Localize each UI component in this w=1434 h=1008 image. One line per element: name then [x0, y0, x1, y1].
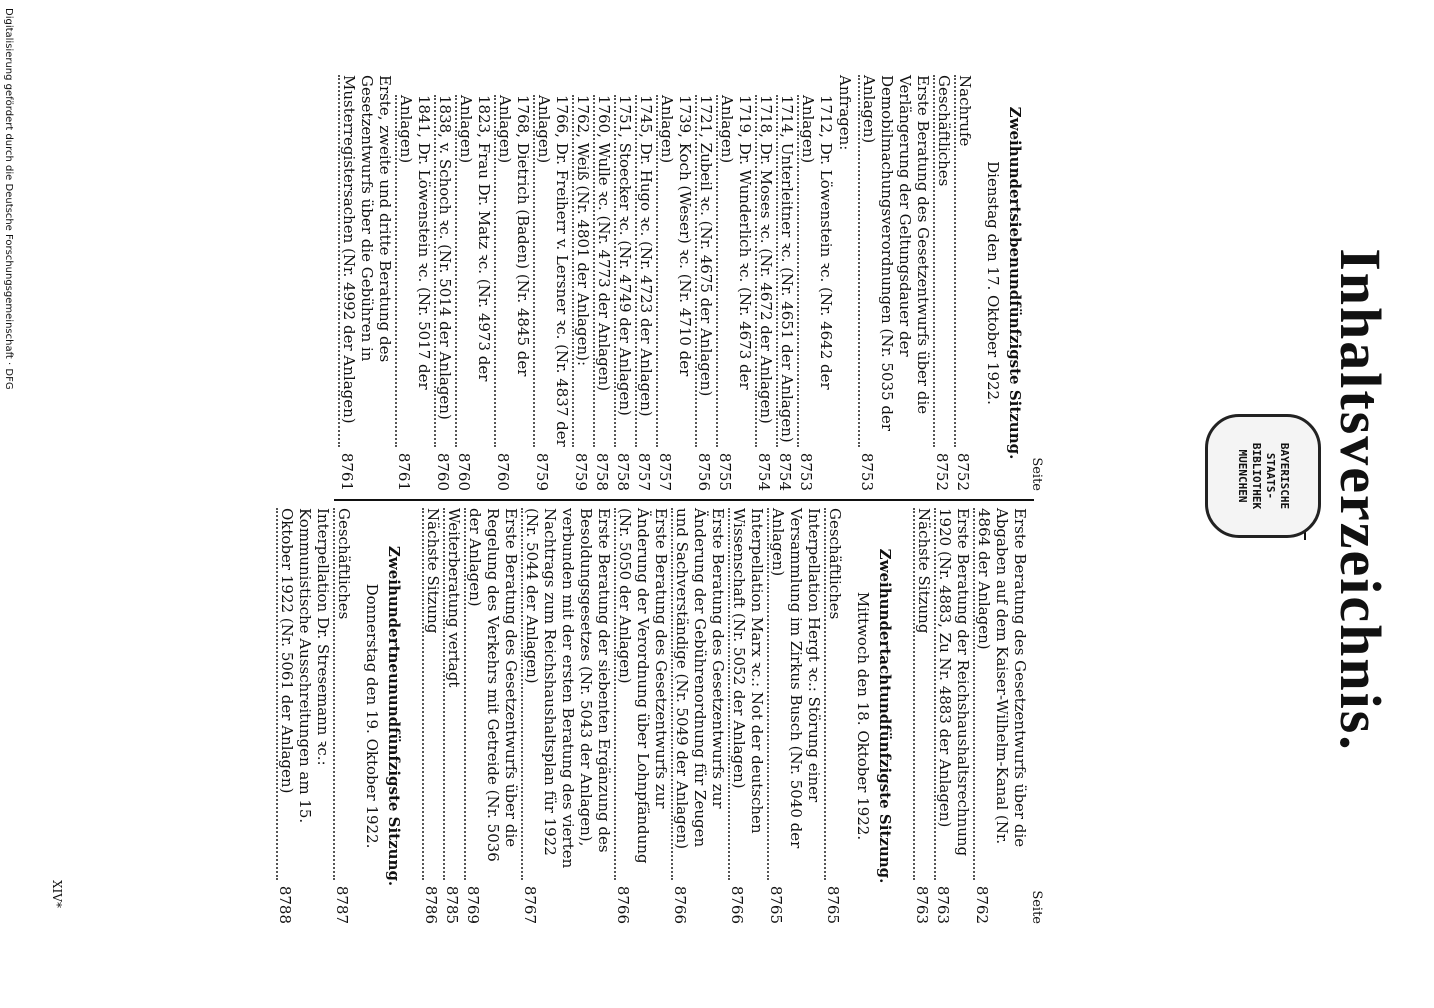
toc-entry — [614, 508, 670, 924]
toc-entry — [434, 75, 454, 491]
toc-entry — [635, 75, 655, 491]
toc-entry — [656, 75, 694, 491]
toc-entry — [338, 75, 394, 491]
toc-entry-text: 1762, Weiß (Nr. 4801 der Anlagen): — [574, 95, 592, 367]
toc-entry — [422, 508, 442, 924]
digitization-credit: Digitalisierung gefördert durch die Deutsche Forschungsgemeinschaft · DFG — [3, 8, 14, 390]
toc-entry — [593, 75, 613, 491]
toc-entry-page: 8787 — [333, 885, 351, 924]
toc-entry-page: 8760 — [434, 452, 452, 491]
toc-entry-page: 8759 — [533, 452, 551, 491]
toc-entry-page: 8758 — [614, 452, 632, 491]
toc-entry — [671, 508, 727, 924]
toc-entry-page: 8767 — [521, 885, 539, 924]
toc-entry-page: 8755 — [716, 452, 734, 491]
toc-entry-page: 8766 — [671, 885, 689, 924]
entry-list — [276, 508, 353, 924]
toc-entry-text: Nachrufe — [956, 75, 974, 147]
toc-entry-text: Interpellation Marx ꝛc.: Not der deutschen Wissenschaft (Nr. 5052 der Anlagen) — [730, 508, 766, 834]
toc-entry-page: 8769 — [464, 885, 482, 924]
toc-entry-text: Geschäftliches — [335, 508, 353, 620]
toc-entry — [572, 75, 592, 491]
toc-entry-page: 8758 — [593, 452, 611, 491]
session-header: Zweihundertsiebenundfünfzigste Sitzung. — [1006, 106, 1024, 460]
toc-entry-text: 1766, Dr. Freiherr v. Lersner ꝛc. (Nr. 4837 der Anlagen) — [535, 95, 571, 447]
toc-entry — [464, 508, 520, 924]
toc-entry-page: 8786 — [422, 885, 440, 924]
anfragen-label: Anfragen: — [836, 75, 854, 151]
toc-entry-text: Erste Beratung des Gesetzentwurfs zur Änderung der Verordnung über Lohnpfändung (Nr. 5050 der Anlagen) — [616, 508, 670, 864]
entry-list — [338, 75, 394, 491]
toc-entry — [858, 75, 932, 491]
session-header: Zweihundertachtundfünfzigste Sitzung. — [876, 548, 894, 884]
toc-entry-page: 8765 — [824, 885, 842, 924]
toc-entry — [824, 508, 844, 924]
toc-entry — [755, 75, 775, 491]
toc-entry-text: Weiterberatung vertagt — [445, 508, 463, 688]
toc-entry — [728, 508, 766, 924]
right-column — [275, 508, 1044, 924]
toc-entry — [333, 508, 353, 924]
toc-entry-text: 1760, Wulle ꝛc. (Nr. 4773 der Anlagen) — [595, 95, 613, 392]
toc-entry — [973, 508, 1029, 924]
toc-entry-text: Geschäftliches — [935, 75, 953, 187]
toc-entry — [533, 75, 571, 491]
toc-entry-text: 1751, Stoecker ꝛc. (Nr. 4749 der Anlagen) — [616, 95, 634, 416]
toc-entry — [933, 75, 953, 491]
toc-entry — [521, 508, 613, 924]
session-date: Dienstag den 17. Oktober 1922. — [984, 161, 1002, 405]
toc-entry-page: 8761 — [338, 452, 356, 491]
toc-entry-text: Nächste Sitzung — [424, 508, 442, 634]
toc-entry-text: 1714, Unterleitner ꝛc. (Nr. 4651 der Anlagen) — [778, 95, 796, 443]
toc-entry-text: Erste, zweite und dritte Beratung des Gesetzentwurfs über die Gebühren in Musterregistersachen (Nr. 4992 der Anlagen) — [340, 75, 394, 424]
toc-entry — [614, 75, 634, 491]
toc-entry — [276, 508, 332, 924]
toc-entry — [494, 75, 532, 491]
entry-list — [913, 508, 1029, 924]
toc-entry-page: 8765 — [767, 885, 785, 924]
toc-entry-text: Erste Beratung des Gesetzentwurfs über die Abgaben auf dem Kaiser-Wilhelm-Kanal (Nr. 4864 der Anlagen) — [975, 508, 1029, 848]
session-header: Zweihundertneunundfünfzigste Sitzung. — [385, 545, 403, 887]
toc-entry-page: 8757 — [656, 452, 674, 491]
toc-entry — [934, 508, 972, 924]
entry-list — [422, 508, 844, 924]
entry-list — [858, 75, 974, 491]
toc-entry — [797, 75, 835, 491]
toc-entry-page: 8760 — [455, 452, 473, 491]
toc-entry — [695, 75, 715, 491]
library-stamp: BAYERISCHE STAATS- BIBLIOTHEK MUENCHEN — [1205, 414, 1321, 538]
toc-entry — [913, 508, 933, 924]
toc-entry-text: 1838, v. Schoch ꝛc. (Nr. 5014 der Anlagen) — [436, 95, 454, 420]
toc-entry-text: 1823, Frau Dr. Matz ꝛc. (Nr. 4973 der Anlagen) — [457, 95, 493, 382]
toc-entry-text: 1768, Dietrich (Baden) (Nr. 4845 der Anlagen) — [496, 95, 532, 377]
toc-entry-page: 8752 — [954, 452, 972, 491]
toc-entry-page: 8757 — [635, 452, 653, 491]
toc-entry-text: Geschäftliches — [826, 508, 844, 620]
seite-label-left: Seite — [1029, 457, 1044, 491]
toc-entry-page: 8756 — [695, 452, 713, 491]
toc-entry — [954, 75, 974, 491]
anfragen-list — [395, 75, 835, 491]
page-title: Inhaltsverzeichnis. — [1328, 248, 1393, 752]
toc-entry-page: 8762 — [973, 885, 991, 924]
seite-label-right: Seite — [1029, 890, 1044, 924]
toc-entry-page: 8761 — [395, 452, 413, 491]
toc-entry-text: Erste Beratung der Reichshaushaltsrechnung 1920 (Nr. 4883, Zu Nr. 4883 der Anlagen) — [936, 508, 972, 857]
toc-entry-page: 8763 — [913, 885, 931, 924]
toc-entry-text: 1718, Dr. Moses ꝛc. (Nr. 4672 der Anlagen) — [757, 95, 775, 424]
toc-entry-text: Erste Beratung der siebenten Ergänzung des Besoldungsgesetzes (Nr. 5043 der Anlagen), verbunden mit der ersten Beratung des vierten Nachtrags zum Reichshaushaltsplan für 1922 (Nr. 5044 der Anlagen) — [523, 508, 613, 869]
toc-entry — [443, 508, 463, 924]
toc-entry-text: 1841, Dr. Löwenstein ꝛc. (Nr. 5017 der Anlagen) — [397, 95, 433, 390]
left-column — [337, 75, 1044, 491]
session-date: Donnerstag den 19. Oktober 1922. — [363, 583, 381, 849]
toc-entry-page: 8766 — [728, 885, 746, 924]
toc-entry-text: Erste Beratung des Gesetzentwurfs über die Verlängerung der Geltungsdauer der Demobilmachungsverordnungen (Nr. 5035 der Anlagen) — [860, 75, 932, 432]
toc-entry-page: 8754 — [776, 452, 794, 491]
toc-entry-page: 8752 — [933, 452, 951, 491]
toc-entry-page: 8759 — [572, 452, 590, 491]
session-date: Mittwoch den 18. Oktober 1922. — [854, 591, 872, 841]
toc-entry-text: 1721, Zubeil ꝛc. (Nr. 4675 der Anlagen) — [697, 95, 715, 397]
page-number: XIV* — [50, 880, 64, 908]
toc-entry-page: 8760 — [494, 452, 512, 491]
toc-entry-text: 1739, Koch (Weser) ꝛc. (Nr. 4710 der Anlagen) — [658, 95, 694, 377]
toc-entry-text: 1712, Dr. Löwenstein ꝛc. (Nr. 4642 der Anlagen) — [799, 95, 835, 390]
toc-entry-text: Erste Beratung des Gesetzentwurfs zur Änderung der Gebührenordnung für Zeugen und Sachverständige (Nr. 5049 der Anlagen) — [673, 508, 727, 850]
toc-entry-text: Nächste Sitzung — [915, 508, 933, 634]
toc-entry-page: 8753 — [797, 452, 815, 491]
toc-entry-page: 8754 — [755, 452, 773, 491]
toc-entry — [395, 75, 433, 491]
toc-entry-text: 1719, Dr. Wunderlich ꝛc. (Nr. 4673 der Anlagen) — [718, 95, 754, 390]
toc-entry — [455, 75, 493, 491]
toc-entry — [716, 75, 754, 491]
toc-entry-text: 1745, Dr. Hugo ꝛc. (Nr. 4723 der Anlagen) — [637, 95, 655, 417]
column-divider — [334, 499, 1034, 501]
toc-entry-text: Interpellation Hergt ꝛc.: Störung einer Versammlung im Zirkus Busch (Nr. 5040 der Anlagen) — [769, 508, 823, 849]
toc-entry-page: 8788 — [276, 885, 294, 924]
toc-entry-page: 8763 — [934, 885, 952, 924]
toc-entry-text: Erste Beratung des Gesetzentwurfs über die Regelung des Verkehrs mit Getreide (Nr. 5036 der Anlagen) — [466, 508, 520, 862]
toc-entry-text: Interpellation Dr. Stresemann ꝛc.: Kommunistische Ausschreitungen am 15. Oktober 1922 (Nr. 5061 der Anlagen) — [278, 508, 332, 824]
toc-entry — [767, 508, 823, 924]
toc-entry-page: 8753 — [858, 452, 876, 491]
toc-entry — [776, 75, 796, 491]
toc-entry-page: 8766 — [614, 885, 632, 924]
toc-entry-page: 8785 — [443, 885, 461, 924]
